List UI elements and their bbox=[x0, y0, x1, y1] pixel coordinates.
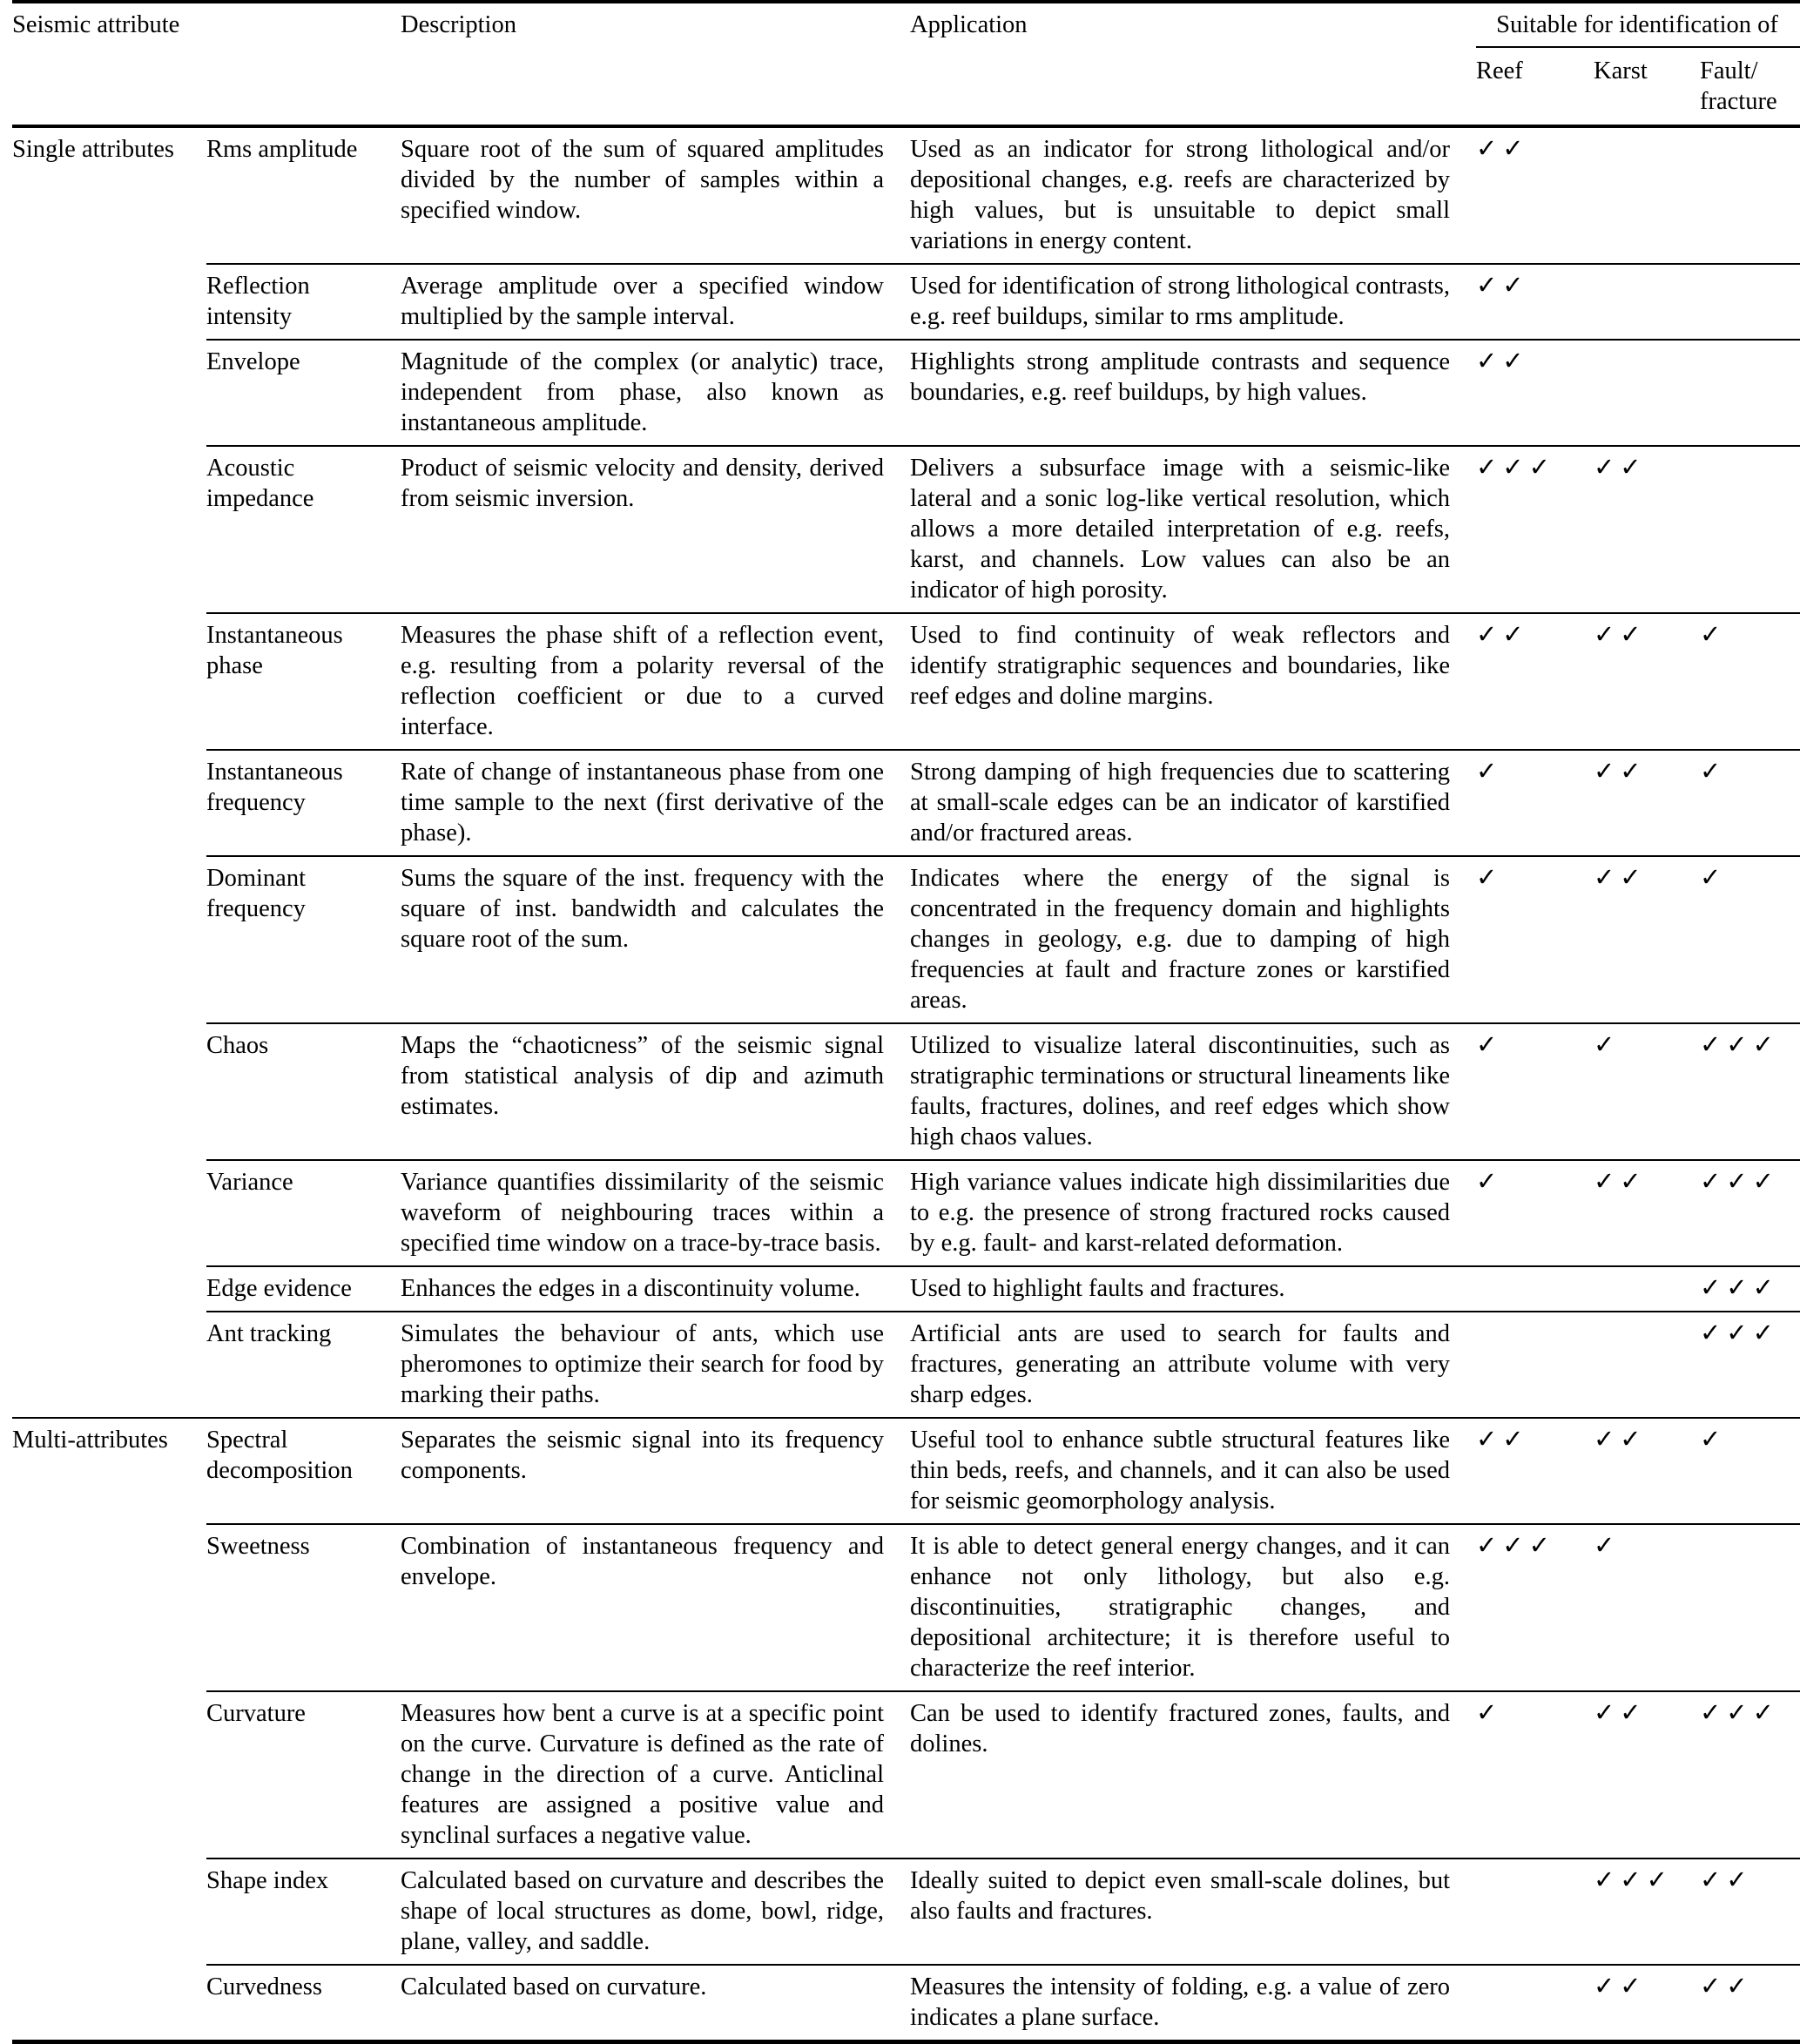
reef-checks-cell: ✓ bbox=[1476, 750, 1594, 856]
table-row bbox=[12, 264, 1800, 340]
header-row-main bbox=[12, 2, 1800, 47]
table-row bbox=[12, 1312, 1800, 1418]
application-cell: Ideally suited to depict even small-scale dolines, but also faults and fractures. bbox=[910, 1858, 1476, 1965]
description-cell: Measures how bent a curve is at a specific point on the curve. Curvature is defined as the rate of change in the direction of a curve. Anticlinal features are assigned a positive value and synclinal surfaces a negative value. bbox=[401, 1691, 910, 1858]
karst-checks-cell: ✓ bbox=[1594, 1524, 1700, 1691]
fault-checks-cell: ✓ bbox=[1700, 856, 1800, 1023]
karst-checks-cell bbox=[1594, 1266, 1700, 1312]
table-row bbox=[12, 340, 1800, 446]
reef-checks-cell: ✓✓ bbox=[1476, 613, 1594, 750]
fault-checks-cell: ✓✓ bbox=[1700, 1965, 1800, 2042]
table-row bbox=[12, 1858, 1800, 1965]
description-cell: Calculated based on curvature. bbox=[401, 1965, 910, 2042]
description-cell: Combination of instantaneous frequency and envelope. bbox=[401, 1524, 910, 1691]
attribute-group-cell bbox=[12, 1266, 206, 1312]
karst-checks-cell bbox=[1594, 340, 1700, 446]
karst-checks-cell: ✓✓ bbox=[1594, 613, 1700, 750]
application-cell: Utilized to visualize lateral discontinuities, such as stratigraphic terminations or structural lineaments like faults, fractures, dolines, and reef edges which show high chaos values. bbox=[910, 1023, 1476, 1160]
reef-checks-cell bbox=[1476, 1858, 1594, 1965]
table-row bbox=[12, 750, 1800, 856]
table-body bbox=[12, 126, 1800, 2042]
description-cell: Separates the seismic signal into its frequency components. bbox=[401, 1418, 910, 1524]
table-row bbox=[12, 856, 1800, 1023]
attribute-cell: Ant tracking bbox=[206, 1312, 401, 1418]
attribute-group-cell: Multi-attributes bbox=[12, 1418, 206, 1524]
reef-checks-cell bbox=[1476, 1965, 1594, 2042]
attribute-group-cell: Single attributes bbox=[12, 136, 175, 163]
fault-checks-cell bbox=[1700, 126, 1800, 264]
attribute-group-cell bbox=[12, 1023, 206, 1160]
application-cell: Artificial ants are used to search for faults and fractures, generating an attribute volume with very sharp edges. bbox=[910, 1312, 1476, 1418]
reef-checks-cell: ✓✓ bbox=[1476, 135, 1529, 163]
attribute-group-cell bbox=[12, 613, 206, 750]
table-row bbox=[12, 1418, 1800, 1524]
header-row-sub bbox=[12, 47, 1800, 126]
header-reef: Reef bbox=[1476, 57, 1523, 84]
reef-checks-cell: ✓✓✓ bbox=[1476, 1524, 1594, 1691]
fault-checks-cell bbox=[1700, 264, 1800, 340]
application-cell: Can be used to identify fractured zones, faults, and dolines. bbox=[910, 1691, 1476, 1858]
header-seismic-attribute: Seismic attribute bbox=[12, 11, 180, 38]
attribute-group-cell bbox=[12, 1965, 206, 2042]
header-fault-fracture bbox=[1700, 47, 1800, 126]
attribute-cell: Dominant frequency bbox=[206, 856, 401, 1023]
karst-checks-cell bbox=[1594, 126, 1700, 264]
reef-checks-cell bbox=[1476, 1266, 1594, 1312]
table-row bbox=[12, 446, 1800, 613]
application-cell: Used to highlight faults and fractures. bbox=[910, 1266, 1476, 1312]
application-cell: It is able to detect general energy changes, and it can enhance not only lithology, but also e.g. discontinuities, stratigraphic changes, and depositional architecture; it is therefore useful to characterize the reef interior. bbox=[910, 1524, 1476, 1691]
seismic-attributes-table bbox=[12, 0, 1800, 2044]
attribute-group-cell bbox=[12, 856, 206, 1023]
header-karst: Karst bbox=[1594, 57, 1648, 84]
table-row bbox=[12, 1160, 1800, 1266]
attribute-group-cell bbox=[12, 1312, 206, 1418]
header-spacer bbox=[12, 47, 401, 126]
description-cell: Magnitude of the complex (or analytic) trace, independent from phase, also known as instantaneous amplitude. bbox=[401, 340, 910, 446]
table-row bbox=[12, 1691, 1800, 1858]
description-cell: Maps the “chaoticness” of the seismic signal from statistical analysis of dip and azimuth estimates. bbox=[401, 1023, 910, 1160]
attribute-group-cell bbox=[12, 340, 206, 446]
karst-checks-cell bbox=[1594, 264, 1700, 340]
application-cell: Measures the intensity of folding, e.g. a value of zero indicates a plane surface. bbox=[910, 1965, 1476, 2042]
table-row bbox=[12, 1023, 1800, 1160]
fault-checks-cell bbox=[1700, 446, 1800, 613]
attribute-cell: Spectral decomposition bbox=[206, 1418, 401, 1524]
karst-checks-cell: ✓ bbox=[1594, 1023, 1700, 1160]
description-cell: Average amplitude over a specified window multiplied by the sample interval. bbox=[401, 264, 910, 340]
karst-checks-cell: ✓✓ bbox=[1594, 856, 1700, 1023]
application-cell: Used as an indicator for strong lithological and/or depositional changes, e.g. reefs are characterized by high values, but is unsuitable to depict small variations in energy content. bbox=[910, 136, 1450, 254]
table-header bbox=[12, 2, 1800, 126]
application-cell: Useful tool to enhance subtle structural features like thin beds, reefs, and channels, and it can also be used for seismic geomorphology analysis. bbox=[910, 1418, 1476, 1524]
description-cell: Square root of the sum of squared amplitudes divided by the number of samples within a specified window. bbox=[401, 136, 884, 224]
karst-checks-cell: ✓✓ bbox=[1594, 446, 1700, 613]
application-cell: Used to find continuity of weak reflectors and identify stratigraphic sequences and boundaries, like reef edges and doline margins. bbox=[910, 613, 1476, 750]
application-cell: Highlights strong amplitude contrasts and sequence boundaries, e.g. reef buildups, by high values. bbox=[910, 340, 1476, 446]
table-row bbox=[12, 1266, 1800, 1312]
table-row bbox=[12, 1965, 1800, 2042]
attribute-cell: Shape index bbox=[206, 1858, 401, 1965]
attribute-cell: Edge evidence bbox=[206, 1266, 401, 1312]
reef-checks-cell: ✓✓ bbox=[1476, 340, 1594, 446]
description-cell: Variance quantifies dissimilarity of the seismic waveform of neighbouring traces within a specified time window on a trace-by-trace basis. bbox=[401, 1160, 910, 1266]
table-row bbox=[12, 613, 1800, 750]
attribute-cell: Curvature bbox=[206, 1691, 401, 1858]
header-spacer bbox=[401, 47, 910, 126]
application-cell: Used for identification of strong lithological contrasts, e.g. reef buildups, similar to rms amplitude. bbox=[910, 264, 1476, 340]
attribute-cell: Envelope bbox=[206, 340, 401, 446]
reef-checks-cell: ✓ bbox=[1476, 1023, 1594, 1160]
attribute-cell: Chaos bbox=[206, 1023, 401, 1160]
attribute-group-cell bbox=[12, 1691, 206, 1858]
reef-checks-cell: ✓✓ bbox=[1476, 264, 1594, 340]
karst-checks-cell: ✓✓✓ bbox=[1594, 1858, 1700, 1965]
description-cell: Measures the phase shift of a reflection event, e.g. resulting from a polarity reversal of the reflection coefficient or due to a curved interface. bbox=[401, 613, 910, 750]
attribute-cell: Sweetness bbox=[206, 1524, 401, 1691]
fault-checks-cell bbox=[1700, 340, 1800, 446]
reef-checks-cell: ✓✓✓ bbox=[1476, 446, 1594, 613]
karst-checks-cell: ✓✓ bbox=[1594, 750, 1700, 856]
attribute-group-cell bbox=[12, 1160, 206, 1266]
attribute-cell: Curvedness bbox=[206, 1965, 401, 2042]
table-row bbox=[12, 1524, 1800, 1691]
karst-checks-cell: ✓✓ bbox=[1594, 1965, 1700, 2042]
attribute-group-cell bbox=[12, 264, 206, 340]
header-application: Application bbox=[910, 11, 1028, 38]
description-cell: Product of seismic velocity and density, derived from seismic inversion. bbox=[401, 446, 910, 613]
header-spacer bbox=[910, 47, 1476, 126]
reef-checks-cell bbox=[1476, 1312, 1594, 1418]
application-cell: Indicates where the energy of the signal is concentrated in the frequency domain and highlights changes in geology, e.g. due to damping of high frequencies at fault and fracture zones or karstified areas. bbox=[910, 856, 1476, 1023]
attribute-cell: Variance bbox=[206, 1160, 401, 1266]
reef-checks-cell: ✓ bbox=[1476, 856, 1594, 1023]
attribute-group-cell bbox=[12, 446, 206, 613]
application-cell: Delivers a subsurface image with a seismic-like lateral and a sonic log-like vertical resolution, which allows a more detailed interpretation of e.g. reefs, karst, and channels. Low values can also be an indicator of high porosity. bbox=[910, 446, 1476, 613]
reef-checks-cell: ✓✓ bbox=[1476, 1418, 1594, 1524]
header-description: Description bbox=[401, 11, 516, 38]
header-fault-line2: fracture bbox=[1700, 88, 1777, 115]
attribute-cell: Acoustic impedance bbox=[206, 446, 401, 613]
karst-checks-cell bbox=[1594, 1312, 1700, 1418]
fault-checks-cell: ✓ bbox=[1700, 613, 1800, 750]
attribute-group-cell bbox=[12, 1858, 206, 1965]
attribute-group-cell bbox=[12, 1524, 206, 1691]
karst-checks-cell: ✓✓ bbox=[1594, 1160, 1700, 1266]
fault-checks-cell: ✓✓✓ bbox=[1700, 1691, 1800, 1858]
application-cell: Strong damping of high frequencies due to scattering at small-scale edges can be an indicator of karstified and/or fractured areas. bbox=[910, 750, 1476, 856]
description-cell: Enhances the edges in a discontinuity volume. bbox=[401, 1266, 910, 1312]
attribute-cell: Instantaneous frequency bbox=[206, 750, 401, 856]
fault-checks-cell: ✓✓✓ bbox=[1700, 1266, 1800, 1312]
fault-checks-cell: ✓ bbox=[1700, 1418, 1800, 1524]
header-suitable-for-identification: Suitable for identification of bbox=[1476, 2, 1800, 47]
attribute-cell: Instantaneous phase bbox=[206, 613, 401, 750]
fault-checks-cell: ✓✓✓ bbox=[1700, 1160, 1800, 1266]
karst-checks-cell: ✓✓ bbox=[1594, 1418, 1700, 1524]
description-cell: Calculated based on curvature and describes the shape of local structures as dome, bowl, ridge, plane, valley, and saddle. bbox=[401, 1858, 910, 1965]
fault-checks-cell: ✓✓✓ bbox=[1700, 1312, 1800, 1418]
header-fault-line1: Fault/ bbox=[1700, 57, 1758, 84]
reef-checks-cell: ✓ bbox=[1476, 1691, 1594, 1858]
description-cell: Rate of change of instantaneous phase from one time sample to the next (first derivative of the phase). bbox=[401, 750, 910, 856]
fault-checks-cell bbox=[1700, 1524, 1800, 1691]
attribute-group-cell bbox=[12, 750, 206, 856]
description-cell: Sums the square of the inst. frequency with the square of inst. bandwidth and calculates the square root of the sum. bbox=[401, 856, 910, 1023]
reef-checks-cell: ✓ bbox=[1476, 1160, 1594, 1266]
description-cell: Simulates the behaviour of ants, which use pheromones to optimize their search for food by marking their paths. bbox=[401, 1312, 910, 1418]
table-row bbox=[12, 126, 1800, 264]
fault-checks-cell: ✓ bbox=[1700, 750, 1800, 856]
attribute-cell: Rms amplitude bbox=[206, 136, 358, 163]
fault-checks-cell: ✓✓ bbox=[1700, 1858, 1800, 1965]
attribute-cell: Reflection intensity bbox=[206, 264, 401, 340]
karst-checks-cell: ✓✓ bbox=[1594, 1691, 1700, 1858]
fault-checks-cell: ✓✓✓ bbox=[1700, 1023, 1800, 1160]
application-cell: High variance values indicate high dissimilarities due to e.g. the presence of strong fractured rocks caused by e.g. fault- and karst-related deformation. bbox=[910, 1160, 1476, 1266]
